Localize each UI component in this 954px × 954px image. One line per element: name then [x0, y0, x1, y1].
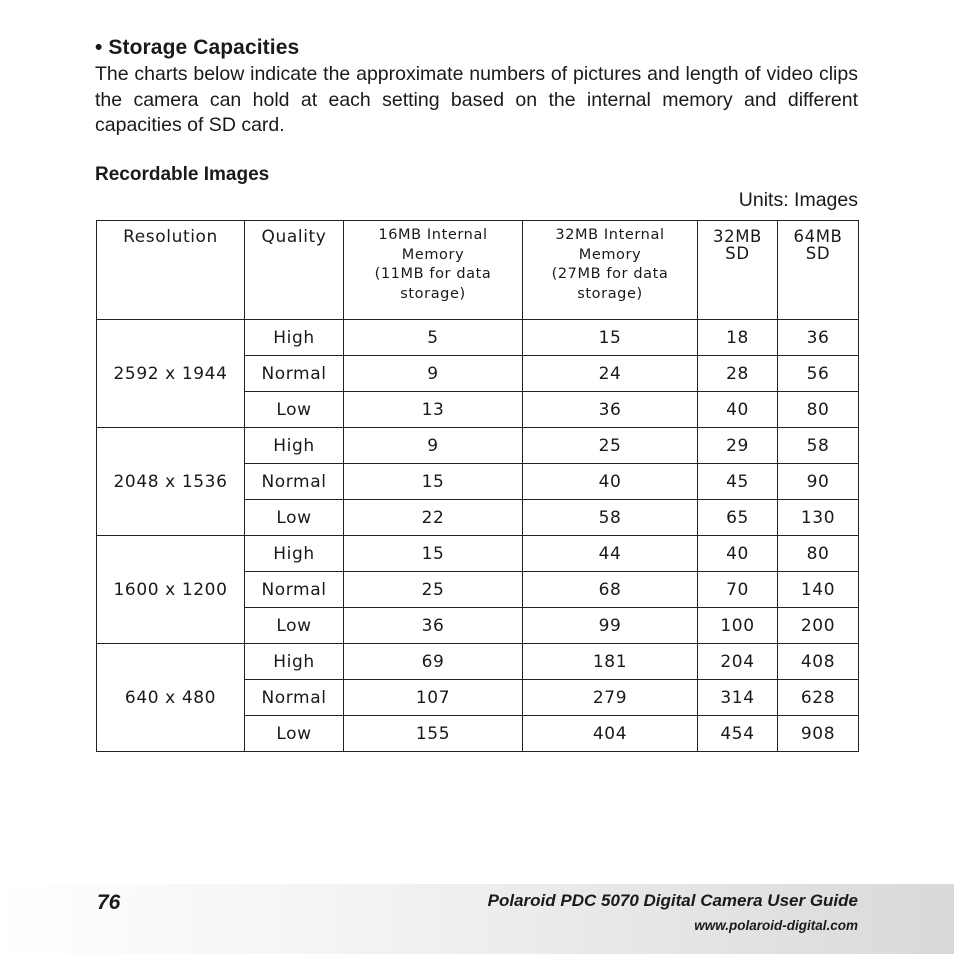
website-url: www.polaroid-digital.com — [694, 918, 858, 933]
sd-64mb-cell: 408 — [778, 644, 859, 680]
header-internal-32mb-line4: storage) — [577, 285, 643, 302]
table-row — [97, 320, 859, 356]
sd-64mb-cell: 36 — [778, 320, 859, 356]
internal-16mb-cell: 9 — [344, 428, 523, 464]
internal-32mb-cell: 40 — [523, 464, 698, 500]
quality-cell: High — [245, 320, 344, 356]
guide-title: Polaroid PDC 5070 Digital Camera User Guide — [487, 891, 858, 910]
sd-32mb-cell: 40 — [698, 536, 778, 572]
internal-32mb-cell: 181 — [523, 644, 698, 680]
sd-64mb-cell: 56 — [778, 356, 859, 392]
header-internal-16mb-line4: storage) — [400, 285, 466, 302]
header-internal-32mb-line3: (27MB for data — [551, 266, 669, 282]
internal-16mb-cell: 107 — [344, 680, 523, 716]
header-resolution: Resolution — [97, 221, 245, 320]
internal-16mb-cell: 22 — [344, 500, 523, 536]
header-internal-16mb-line2: Memory — [401, 246, 465, 263]
sd-32mb-cell: 314 — [698, 680, 778, 716]
quality-cell: Normal — [245, 356, 344, 392]
internal-16mb-cell: 69 — [344, 644, 523, 680]
internal-16mb-cell: 5 — [344, 320, 523, 356]
sd-32mb-cell: 204 — [698, 644, 778, 680]
sd-32mb-cell: 45 — [698, 464, 778, 500]
internal-32mb-cell: 36 — [523, 392, 698, 428]
header-sd-64mb — [778, 221, 859, 320]
internal-16mb-cell: 155 — [344, 716, 523, 752]
header-internal-16mb — [344, 221, 523, 320]
intro-paragraph: The charts below indicate the approximate numbers of pictures and length of video clips the camera can hold at each setting based on the internal memory and different capacities of SD card. — [95, 63, 858, 136]
quality-cell: Low — [245, 608, 344, 644]
sd-64mb-cell: 130 — [778, 500, 859, 536]
header-internal-32mb — [523, 221, 698, 320]
storage-capacity-table — [96, 220, 859, 752]
sd-64mb-cell: 628 — [778, 680, 859, 716]
sd-64mb-cell: 140 — [778, 572, 859, 608]
quality-cell: Low — [245, 392, 344, 428]
internal-32mb-cell: 24 — [523, 356, 698, 392]
internal-32mb-cell: 25 — [523, 428, 698, 464]
header-sd-32mb-line2: SD — [725, 244, 750, 263]
header-sd-64mb-line2: SD — [805, 244, 831, 263]
sd-32mb-cell: 28 — [698, 356, 778, 392]
sd-32mb-cell: 40 — [698, 392, 778, 428]
sd-64mb-cell: 58 — [778, 428, 859, 464]
internal-16mb-cell: 15 — [344, 464, 523, 500]
sd-64mb-cell: 80 — [778, 536, 859, 572]
table-row — [97, 428, 859, 464]
table-row — [97, 536, 859, 572]
header-internal-16mb-line1: 16MB Internal — [378, 227, 488, 243]
internal-16mb-cell: 25 — [344, 572, 523, 608]
sd-32mb-cell: 29 — [698, 428, 778, 464]
quality-cell: Low — [245, 500, 344, 536]
internal-32mb-cell: 58 — [523, 500, 698, 536]
resolution-cell: 2048 x 1536 — [97, 428, 245, 536]
quality-cell: Normal — [245, 680, 344, 716]
internal-16mb-cell: 36 — [344, 608, 523, 644]
sd-32mb-cell: 65 — [698, 500, 778, 536]
resolution-cell: 1600 x 1200 — [97, 536, 245, 644]
header-internal-32mb-line2: Memory — [578, 246, 642, 263]
sd-64mb-cell: 80 — [778, 392, 859, 428]
units-label: Units: Images — [738, 189, 858, 211]
quality-cell: Normal — [245, 464, 344, 500]
quality-cell: Normal — [245, 572, 344, 608]
internal-32mb-cell: 15 — [523, 320, 698, 356]
table-row — [97, 644, 859, 680]
resolution-cell: 2592 x 1944 — [97, 320, 245, 428]
quality-cell: High — [245, 644, 344, 680]
header-quality: Quality — [245, 221, 344, 320]
internal-32mb-cell: 279 — [523, 680, 698, 716]
internal-32mb-cell: 404 — [523, 716, 698, 752]
internal-32mb-cell: 68 — [523, 572, 698, 608]
header-sd-32mb — [698, 221, 778, 320]
internal-16mb-cell: 13 — [344, 392, 523, 428]
quality-cell: Low — [245, 716, 344, 752]
resolution-cell: 640 x 480 — [97, 644, 245, 752]
internal-16mb-cell: 15 — [344, 536, 523, 572]
header-internal-16mb-line3: (11MB for data — [374, 266, 492, 282]
header-sd-32mb-line1: 32MB — [713, 227, 762, 246]
table-header-row — [97, 221, 859, 320]
sd-64mb-cell: 90 — [778, 464, 859, 500]
internal-32mb-cell: 99 — [523, 608, 698, 644]
sd-32mb-cell: 454 — [698, 716, 778, 752]
sd-32mb-cell: 70 — [698, 572, 778, 608]
sd-64mb-cell: 908 — [778, 716, 859, 752]
header-sd-64mb-line1: 64MB — [793, 227, 843, 246]
sd-32mb-cell: 18 — [698, 320, 778, 356]
sd-64mb-cell: 200 — [778, 608, 859, 644]
page-number: 76 — [97, 891, 121, 914]
header-internal-32mb-line1: 32MB Internal — [555, 227, 665, 243]
quality-cell: High — [245, 536, 344, 572]
sd-32mb-cell: 100 — [698, 608, 778, 644]
internal-32mb-cell: 44 — [523, 536, 698, 572]
section-heading: • Storage Capacities — [95, 36, 300, 59]
quality-cell: High — [245, 428, 344, 464]
internal-16mb-cell: 9 — [344, 356, 523, 392]
table-title: Recordable Images — [95, 164, 270, 185]
